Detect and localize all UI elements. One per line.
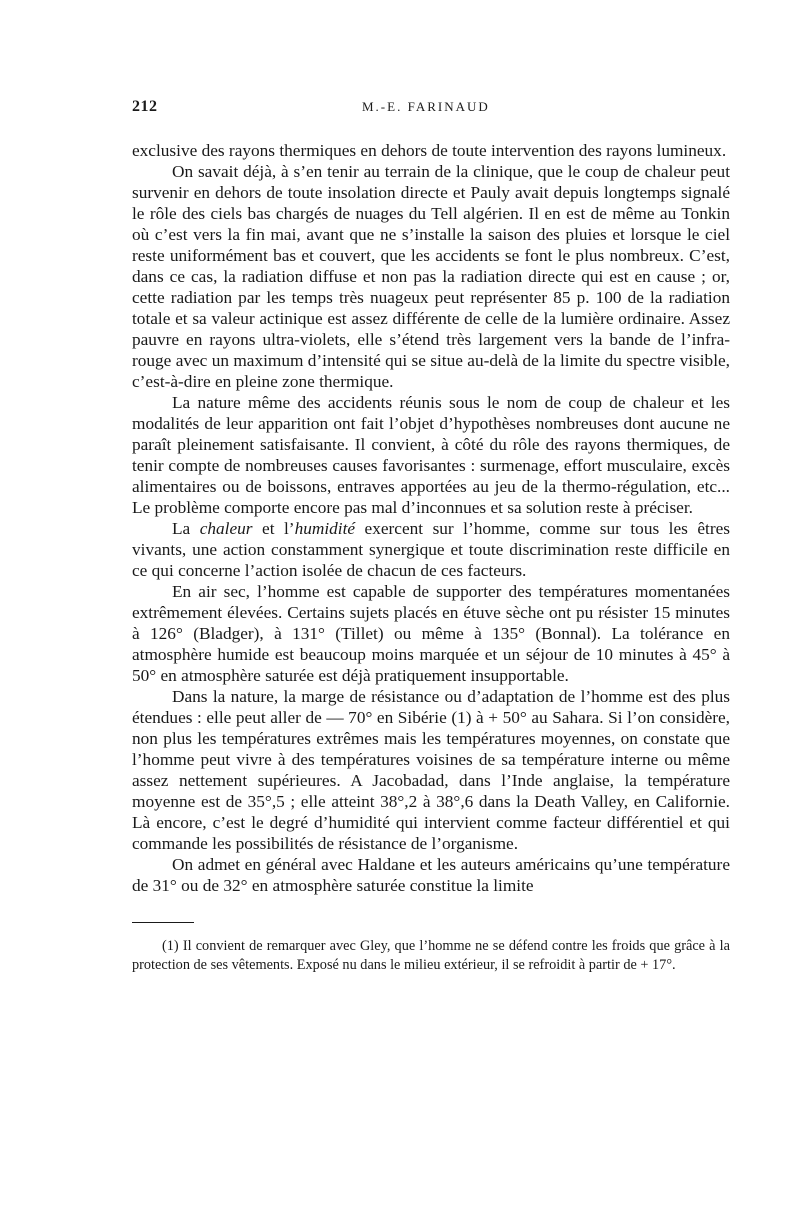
text-run: et l’ — [252, 519, 295, 538]
paragraph-continuation: exclusive des rayons thermiques en dehors de toute intervention des rayons lumineux. — [132, 141, 727, 160]
paragraph-chaleur-humidite — [132, 518, 730, 581]
emphasis-humidite: humidité — [294, 519, 356, 538]
paragraph: En air sec, l’homme est capable de supporter des températures momentanées extrêmement élevées. Certains sujets placés en étuve sèche ont pu résister 15 minutes à 126° (Bladger), à 131° (Tillet) ou même à 135° (Bonnal). La tolérance en atmosphère humide est beaucoup moins marquée et un séjour de 10 minutes à 45° à 50° en atmosphère saturée est déjà pratiquement insupportable. — [132, 582, 730, 685]
body-text — [132, 140, 730, 896]
page-number: 212 — [132, 98, 158, 115]
text-run: exercent sur l’homme, comme sur tous les êtres vivants, une action constamment synergique et toute discrimination reste difficile en ce qui concerne l’action isolée de chacun de ces facteurs. — [132, 519, 731, 580]
emphasis-chaleur: chaleur — [199, 519, 253, 538]
paragraph: Dans la nature, la marge de résistance ou d’adaptation de l’homme est des plus étendues : elle peut aller de — 70° en Sibérie (1) à + 50° au Sahara. Si l’on considère, non plus les températures extrêmes mais les températures moyennes, on constate que l’homme peut vivre à des températures voisines de sa température interne ou même assez nettement supérieures. A Jacobadad, dans l’Inde anglaise, la température moyenne est de 35°,5 ; elle atteint 38°,2 à 38°,6 dans la Death Valley, en Californie. Là encore, c’est le degré d’humidité qui intervient comme facteur différentiel et qui commande les possibilités de résistance de l’organisme. — [132, 687, 730, 853]
paragraph: On savait déjà, à s’en tenir au terrain de la clinique, que le coup de chaleur peut survenir en dehors de toute insolation directe et Pauly avait depuis longtemps signalé le rôle des ciels bas chargés de nuages du Tell algérien. Il en est de même au Tonkin où c’est vers la fin mai, avant que ne s’installe la saison des pluies et lorsque le ciel reste uniformément bas et couvert, que les accidents se font le plus nombreux. C’est, dans ce cas, la radiation diffuse et non pas la radiation directe qui est en cause ; or, cette radiation par les temps très nuageux peut représenter 85 p. 100 de la radiation totale et sa valeur actinique est assez différente de celle de la lumière ordinaire. Assez pauvre en rayons ultra-violets, elle s’étend très largement vers la bande de l’infra-rouge avec un maximum d’intensité qui se situe au-delà de la limite du spectre visible, c’est-à-dire en pleine zone thermique. — [132, 162, 730, 391]
paragraph: On admet en général avec Haldane et les auteurs américains qu’une température de 31° ou de 32° en atmosphère saturée constitue la limite — [132, 855, 730, 895]
footnote-divider — [132, 922, 194, 923]
running-head: M.-E. FARINAUD — [362, 99, 490, 114]
page — [132, 92, 730, 975]
footnote: (1) Il convient de remarquer avec Gley, que l’homme ne se défend contre les froids que grâce à la protection de ses vêtements. Exposé nu dans le milieu extérieur, il se refroidit à partir de + 17°. — [132, 938, 730, 973]
text-run: La — [172, 519, 200, 538]
page-header — [132, 92, 730, 122]
paragraph: La nature même des accidents réunis sous le nom de coup de chaleur et les modalités de leur apparition ont fait l’objet d’hypothèses nombreuses dont aucune ne paraît pleinement satisfaisante. Il convient, à côté du rôle des rayons thermiques, de tenir compte de nombreuses causes favorisantes : surmenage, effort musculaire, excès alimentaires ou de boissons, entraves apportées au jeu de la thermo-régulation, etc... Le problème comporte encore pas mal d’inconnues et sa solution reste à préciser. — [132, 393, 730, 517]
